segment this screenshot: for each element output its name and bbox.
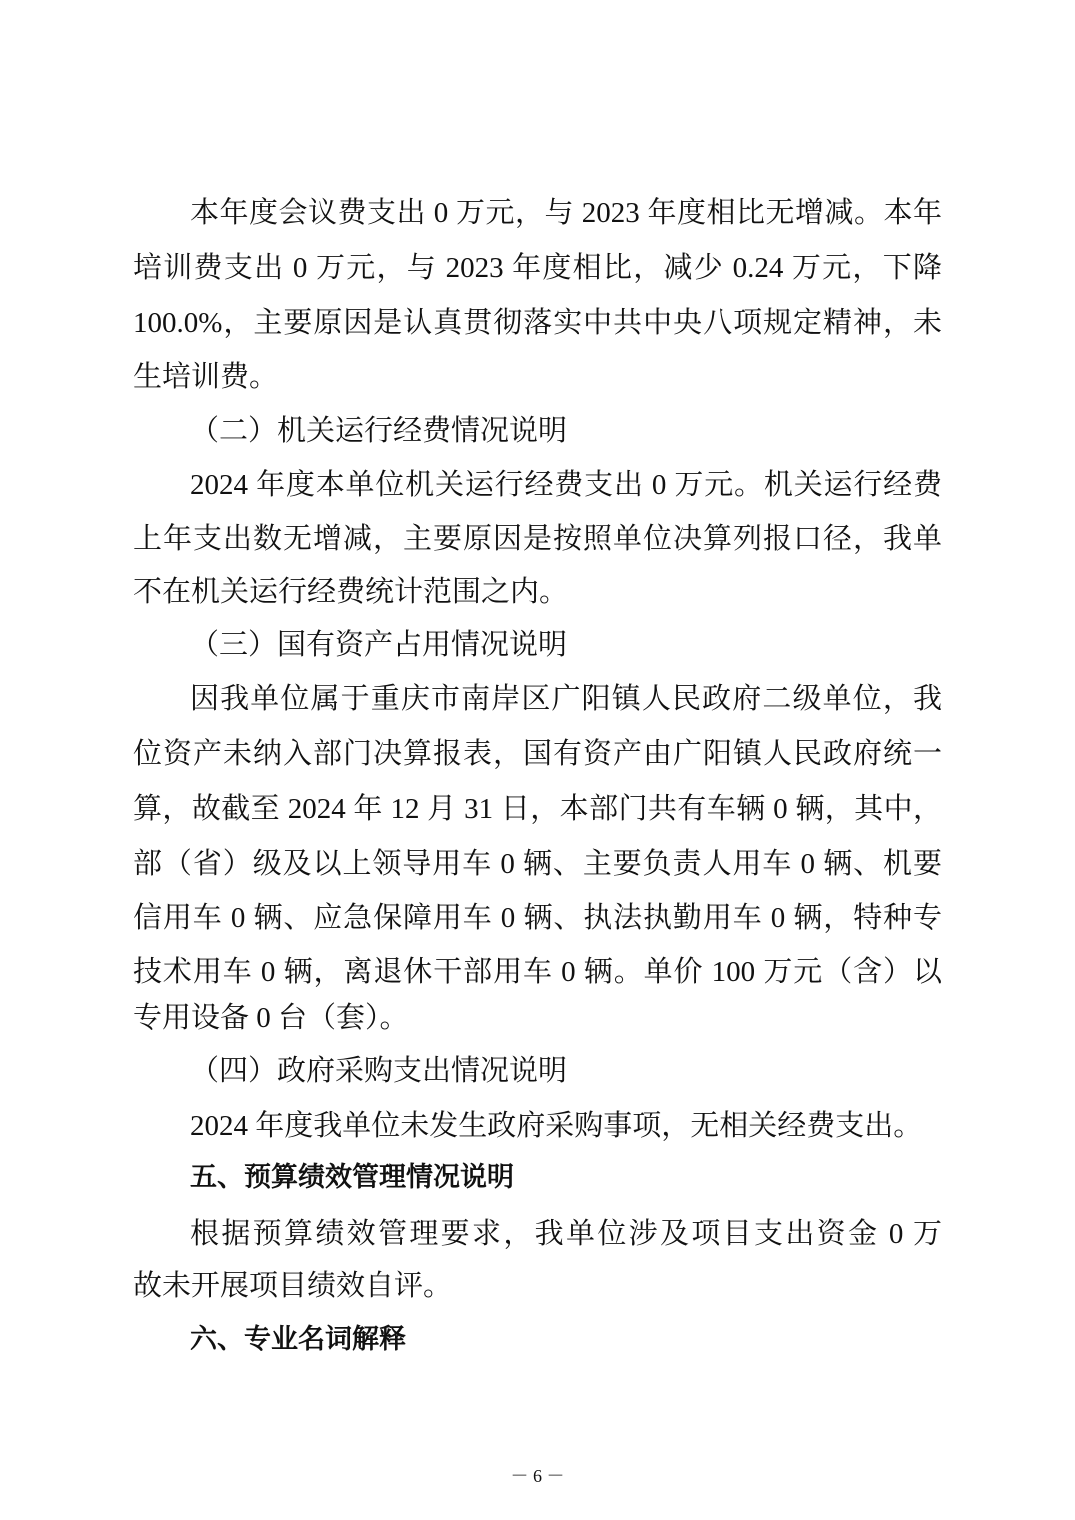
page-number: － 6 － [510, 1466, 565, 1486]
paragraph-line: 故未开展项目绩效自评。 [133, 1270, 453, 1302]
paragraph-line: 生培训费。 [133, 361, 279, 393]
paragraph-line: 培训费支出 0 万元，与 2023 年度相比，减少 0.24 万元，下降 [133, 252, 942, 284]
paragraph-line: 信用车 0 辆、应急保障用车 0 辆、执法执勤用车 0 辆，特种专 [133, 902, 942, 934]
chapter-heading: 五、预算绩效管理情况说明 [190, 1162, 514, 1193]
paragraph-line: 100.0%，主要原因是认真贯彻落实中共中央八项规定精神，未 [133, 307, 942, 339]
paragraph-line: 不在机关运行经费统计范围之内。 [133, 576, 569, 608]
chapter-heading: 六、专业名词解释 [190, 1324, 406, 1355]
paragraph-line: 根据预算绩效管理要求，我单位涉及项目支出资金 0 万 [190, 1218, 942, 1250]
paragraph-line: 本年度会议费支出 0 万元，与 2023 年度相比无增减。本年 [190, 197, 942, 229]
paragraph-line: 技术用车 0 辆，离退休干部用车 0 辆。单价 100 万元（含）以 [133, 956, 942, 988]
paragraph-line: 位资产未纳入部门决算报表，国有资产由广阳镇人民政府统一 [133, 738, 942, 770]
section-heading: （二）机关运行经费情况说明 [190, 415, 568, 447]
section-heading: （三）国有资产占用情况说明 [190, 629, 568, 661]
paragraph-line: 算，故截至 2024 年 12 月 31 日，本部门共有车辆 0 辆，其中， [133, 793, 942, 825]
paragraph-line: 专用设备 0 台（套）。 [133, 1002, 409, 1034]
paragraph-line: 上年支出数无增减，主要原因是按照单位决算列报口径，我单 [133, 523, 942, 555]
paragraph-line: 2024 年度本单位机关运行经费支出 0 万元。机关运行经费 [190, 469, 942, 501]
paragraph-line: 部（省）级及以上领导用车 0 辆、主要负责人用车 0 辆、机要 [133, 848, 942, 880]
section-heading: （四）政府采购支出情况说明 [190, 1055, 568, 1087]
paragraph-line: 因我单位属于重庆市南岸区广阳镇人民政府二级单位，我 [190, 683, 942, 715]
paragraph-line: 2024 年度我单位未发生政府采购事项，无相关经费支出。 [190, 1110, 923, 1142]
